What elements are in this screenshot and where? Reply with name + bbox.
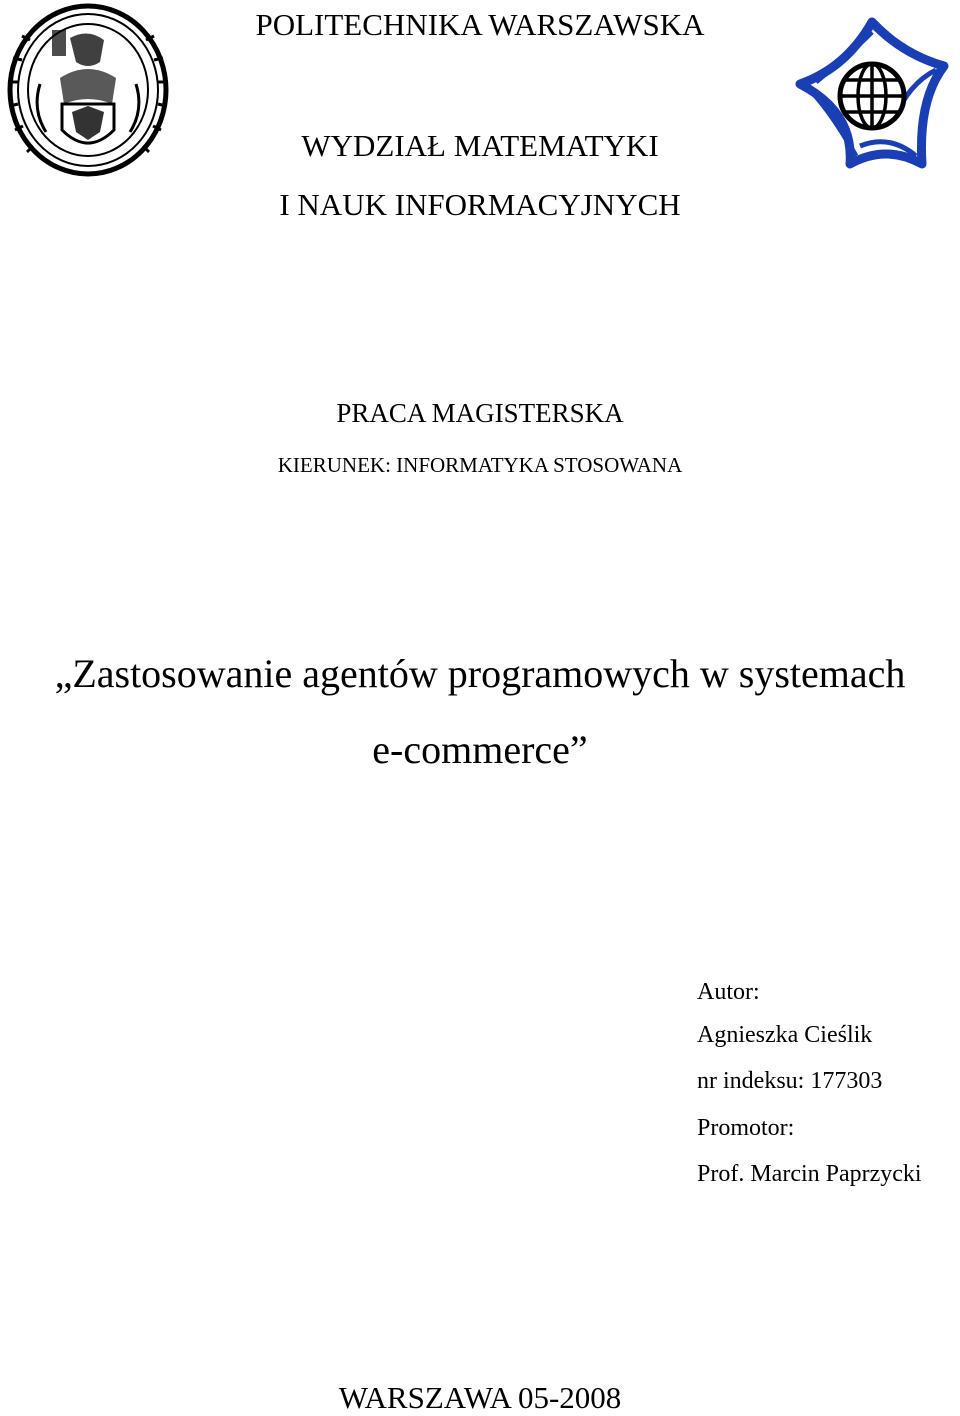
thesis-type: PRACA MAGISTERSKA xyxy=(336,398,624,428)
promotor-label: Promotor: xyxy=(697,1115,795,1141)
thesis-title-line-2: e-commerce” xyxy=(372,727,588,772)
faculty-name-line-2: I NAUK INFORMACYJNYCH xyxy=(279,187,681,222)
place-and-date: WARSZAWA 05-2008 xyxy=(338,1380,622,1415)
field-of-study: KIERUNEK: INFORMATYKA STOSOWANA xyxy=(277,453,683,477)
author-name: Agnieszka Cieślik xyxy=(697,1022,873,1048)
author-label: Autor: xyxy=(697,979,760,1005)
university-name: POLITECHNIKA WARSZAWSKA xyxy=(255,7,705,42)
student-index: nr indeksu: 177303 xyxy=(697,1068,883,1094)
promotor-name: Prof. Marcin Paprzycki xyxy=(697,1161,922,1187)
thesis-title-line-1: „Zastosowanie agentów programowych w systemach xyxy=(54,651,906,696)
faculty-name-line-1: WYDZIAŁ MATEMATYKI xyxy=(301,128,659,163)
